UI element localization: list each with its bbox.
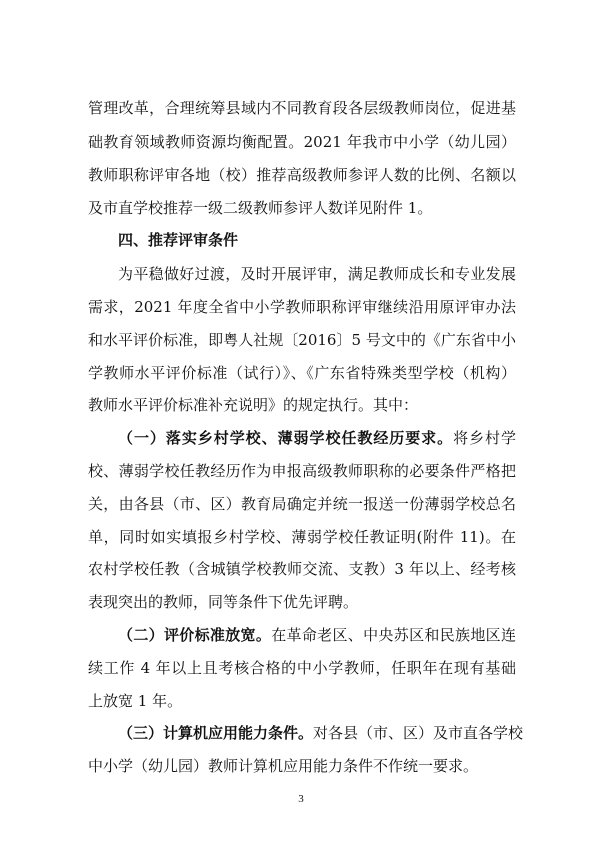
item-first-line	[118, 722, 524, 744]
paragraph-line: 需求，2021 年度全省中小学教师职称评审继续沿用原评审办法	[88, 298, 516, 316]
paragraph-line: 和水平评价标准，即粤人社规〔2016〕5 号文中的《广东省中小	[88, 331, 516, 349]
paragraph-line: 校、薄弱学校任教经历作为申报高级教师职称的必要条件严格把	[88, 462, 516, 480]
paragraph-line: 续工作 4 年以上且考核合格的中小学教师，任职年在现有基础	[88, 659, 516, 677]
item-title: （一）落实乡村学校、薄弱学校任教经历要求。	[118, 429, 454, 447]
paragraph-line: 中小学（幼儿园）教师计算机应用能力条件不作统一要求。	[88, 757, 479, 775]
paragraph-line: 础教育领域教师资源均衡配置。2021 年我市中小学（幼儿园）	[88, 133, 516, 151]
paragraph-line: 农村学校任教（含城镇学校教师交流、支教）3 年以上、经考核	[88, 560, 516, 578]
page-number: 3	[298, 793, 304, 805]
item-title: （二）评价标准放宽。	[118, 626, 272, 644]
section-heading: 四、推荐评审条件	[118, 231, 239, 249]
item-title: （三）计算机应用能力条件。	[118, 724, 314, 742]
paragraph-line: 学教师水平评价标准（试行）》、《广东省特殊类型学校（机构）	[88, 364, 516, 382]
paragraph-line: 及市直学校推荐一级二级教师参评人数详见附件 1。	[88, 199, 433, 217]
item-text: 将乡村学	[453, 429, 516, 447]
paragraph-line: 教师职称评审各地（校）推荐高级教师参评人数的比例、名额以	[88, 166, 516, 184]
item-first-line	[118, 427, 516, 449]
paragraph-line: 单，同时如实填报乡村学校、薄弱学校任教证明(附件 11)。在	[88, 528, 516, 546]
paragraph-line: 上放宽 1 年。	[88, 692, 183, 710]
paragraph-line: 为平稳做好过渡，及时开展评审，满足教师成长和专业发展	[118, 265, 516, 283]
item-text: 对各县（市、区）及市直各学校	[313, 724, 524, 742]
paragraph-line: 管理改革，合理统筹县域内不同教育段各层级教师岗位，促进基	[88, 99, 516, 117]
item-text: 在革命老区、中央苏区和民族地区连	[271, 626, 516, 644]
paragraph-line: 教师水平评价标准补充说明》的规定执行。其中：	[88, 396, 419, 414]
item-first-line	[118, 624, 516, 646]
paragraph-line: 关，由各县（市、区）教育局确定并统一报送一份薄弱学校总名	[88, 495, 516, 513]
paragraph-line: 表现突出的教师，同等条件下优先评聘。	[88, 593, 359, 611]
